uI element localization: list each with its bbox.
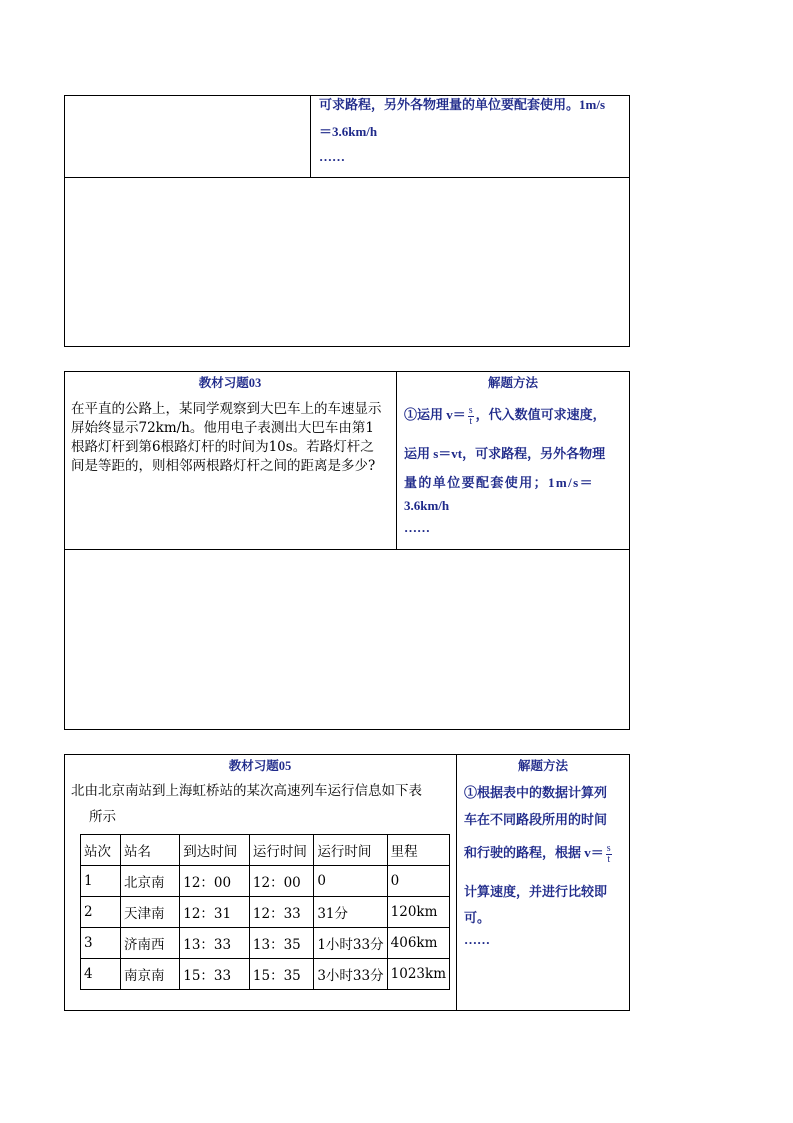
method-title: 解题方法 bbox=[487, 376, 538, 390]
table-cell: 3 bbox=[81, 928, 121, 959]
table-cell: 1 bbox=[81, 866, 121, 897]
fraction-s-over-t bbox=[606, 844, 612, 865]
exercise-03-title: 教材习题03 bbox=[198, 376, 262, 390]
table-cell: 3小时33分 bbox=[314, 959, 387, 990]
method-line4: 3.6km/h bbox=[404, 498, 450, 513]
method-line1-post: ，代入数值可求速度， bbox=[475, 407, 606, 422]
problem-line: 间是等距的，则相邻两根路灯杆之间的距离是多少? bbox=[71, 458, 376, 474]
method-line1: ①根据表中的数据计算列 bbox=[464, 785, 608, 800]
table-cell: 12：00 bbox=[249, 866, 313, 897]
fraction-denominator: t bbox=[607, 853, 611, 865]
table-cell: 南京南 bbox=[121, 959, 180, 990]
table-cell: 1小时33分 bbox=[314, 928, 387, 959]
table-cell: 31分 bbox=[314, 897, 387, 928]
method-line4: 计算速度，并进行比较即 bbox=[464, 884, 608, 899]
table-cell: 1023km bbox=[387, 959, 449, 990]
table-cell: 4 bbox=[81, 959, 121, 990]
method-line2: 运用 s＝vt，可求路程，另外各物理 bbox=[404, 446, 606, 461]
box1-column-divider bbox=[310, 95, 311, 177]
table-cell: 北京南 bbox=[121, 866, 180, 897]
table-cell: 2 bbox=[81, 897, 121, 928]
fraction-numerator: s bbox=[468, 404, 473, 416]
table-cell: 13：33 bbox=[180, 928, 250, 959]
train-schedule-table bbox=[80, 834, 450, 990]
table-cell: 天津南 bbox=[121, 897, 180, 928]
method-line1-pre: ①运用 v＝ bbox=[404, 407, 466, 422]
table-cell: 0 bbox=[387, 866, 449, 897]
table-cell: 15：35 bbox=[249, 959, 313, 990]
problem-line: 屏始终显示72km/h。他用电子表测出大巴车由第1 bbox=[71, 420, 374, 436]
method-line5: 可。 bbox=[464, 910, 491, 925]
fraction-s-over-t bbox=[468, 406, 474, 427]
table-header: 站次 bbox=[81, 835, 121, 866]
problem-line: 根路灯杆到第6根路灯杆的时间为10s。若路灯杆之 bbox=[71, 439, 374, 455]
table-cell: 15：33 bbox=[180, 959, 250, 990]
method-title: 解题方法 bbox=[517, 759, 568, 773]
method-line3-pre: 和行驶的路程，根据 v＝ bbox=[464, 845, 604, 860]
table-header: 运行时间 bbox=[249, 835, 313, 866]
fraction-denominator: t bbox=[469, 415, 473, 427]
method-line6: …… bbox=[464, 932, 490, 947]
method-line1 bbox=[404, 401, 606, 429]
table-row bbox=[81, 897, 450, 928]
table-row bbox=[81, 866, 450, 897]
box2-column-divider bbox=[396, 371, 397, 549]
table-cell: 120km bbox=[387, 897, 449, 928]
table-cell: 12：31 bbox=[180, 897, 250, 928]
box1-row-divider bbox=[64, 177, 630, 178]
table-cell: 13：35 bbox=[249, 928, 313, 959]
box1-method-line2: ＝3.6km/h bbox=[319, 124, 378, 139]
table-header: 站名 bbox=[121, 835, 180, 866]
intro-line2: 所示 bbox=[89, 809, 116, 825]
table-cell: 12：00 bbox=[180, 866, 250, 897]
box1-method-line1: 可求路程，另外各物理量的单位要配套使用。1m/s bbox=[319, 97, 606, 112]
table-header-row bbox=[81, 835, 450, 866]
intro-line1: 北由北京南站到上海虹桥站的某次高速列车运行信息如下表 bbox=[71, 783, 422, 799]
table-cell: 济南西 bbox=[121, 928, 180, 959]
table-header: 里程 bbox=[387, 835, 449, 866]
table-header: 到达时间 bbox=[180, 835, 250, 866]
table-row bbox=[81, 959, 450, 990]
table-cell: 0 bbox=[314, 866, 387, 897]
problem-line: 在平直的公路上，某同学观察到大巴车上的车速显示 bbox=[71, 401, 382, 417]
box3-column-divider bbox=[456, 754, 457, 1011]
table-row bbox=[81, 928, 450, 959]
fraction-numerator: s bbox=[606, 842, 611, 854]
table-cell: 406km bbox=[387, 928, 449, 959]
box2-row-divider bbox=[64, 549, 630, 550]
method-line3: 量的单位要配套使用；1m/s＝ bbox=[404, 475, 595, 490]
exercise-05-title: 教材习题05 bbox=[228, 759, 292, 773]
table-header: 运行时间 bbox=[314, 835, 387, 866]
table-cell: 12：33 bbox=[249, 897, 313, 928]
method-line3 bbox=[464, 839, 614, 867]
method-line5: …… bbox=[404, 520, 430, 535]
method-line2: 车在不同路段所用的时间 bbox=[464, 812, 608, 827]
box1-method-line3: …… bbox=[319, 149, 345, 164]
